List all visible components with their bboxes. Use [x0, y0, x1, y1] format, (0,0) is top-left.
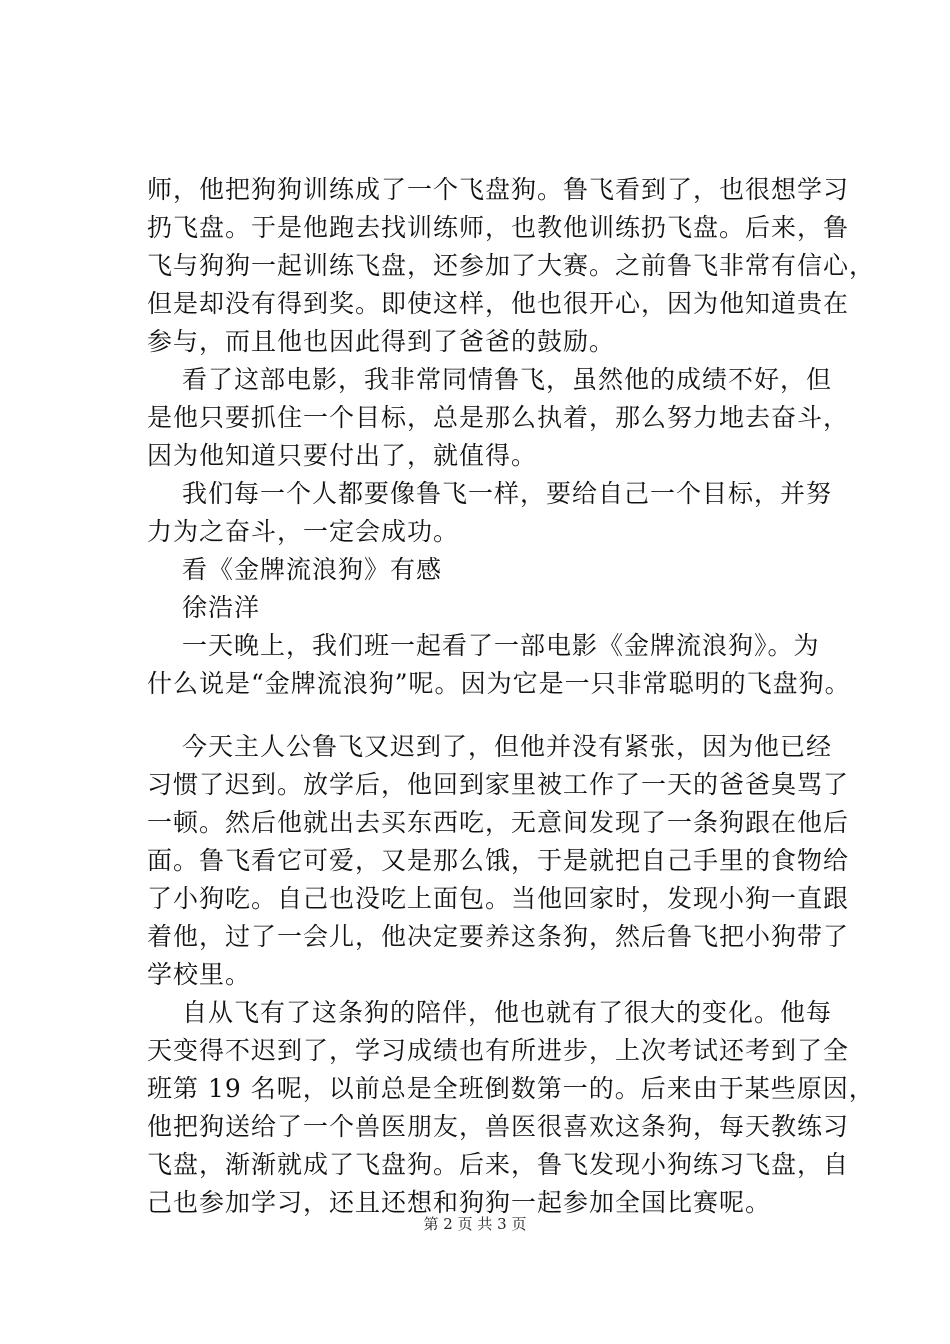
text-line: 我们每一个人都要像鲁飞一样，要给自己一个目标，并努	[182, 479, 833, 508]
text-line: 一顿。然后他就出去买东西吃，无意间发现了一条狗跟在他后	[147, 808, 850, 837]
text-line: 学校里。	[147, 960, 252, 989]
text-line: 他把狗送给了一个兽医朋友，兽医很喜欢这条狗，每天教练习	[147, 1112, 850, 1141]
page-number: 第 2 页 共 3 页	[423, 1215, 527, 1233]
text-line: 一天晚上，我们班一起看了一部电影《金牌流浪狗》。为	[182, 631, 820, 660]
text-line: 面。鲁飞看它可爱，又是那么饿，于是就把自己手里的食物给	[147, 846, 850, 875]
text-line: 力为之奋斗，一定会成功。	[147, 517, 460, 546]
text-line: 看了这部电影，我非常同情鲁飞，虽然他的成绩不好，但	[182, 365, 833, 394]
article-title: 看《金牌流浪狗》有感	[182, 555, 443, 584]
text-line: 今天主人公鲁飞又迟到了，但他并没有紧张，因为他已经	[182, 732, 833, 761]
text-line: 参与，而且他也因此得到了爸爸的鼓励。	[147, 327, 616, 356]
text-line: 什么说是“金牌流浪狗”呢。因为它是一只非常聪明的飞盘狗。	[147, 669, 851, 698]
text-line: 扔飞盘。于是他跑去找训练师，也教他训练扔飞盘。后来，鲁	[147, 213, 850, 242]
text-line: 天变得不迟到了，学习成绩也有所进步，上次考试还考到了全	[147, 1036, 850, 1065]
text-line: 师，他把狗狗训练成了一个飞盘狗。鲁飞看到了，也很想学习	[147, 175, 850, 204]
author-name: 徐浩洋	[182, 593, 261, 622]
text-line: 飞与狗狗一起训练飞盘，还参加了大赛。之前鲁飞非常有信心，	[147, 251, 876, 280]
text-line: 是他只要抓住一个目标，总是那么执着，那么努力地去奋斗，	[147, 403, 850, 432]
text-line: 着他，过了一会儿，他决定要养这条狗，然后鲁飞把小狗带了	[147, 922, 850, 951]
text-line: 因为他知道只要付出了，就值得。	[147, 441, 538, 470]
text-line: 飞盘，渐渐就成了飞盘狗。后来，鲁飞发现小狗练习飞盘，自	[147, 1150, 850, 1179]
text-line: 但是却没有得到奖。即使这样，他也很开心，因为他知道贵在	[147, 289, 850, 318]
text-line: 自从飞有了这条狗的陪伴，他也就有了很大的变化。他每	[182, 998, 833, 1027]
text-line: 班第 19 名呢，以前总是全班倒数第一的。后来由于某些原因，	[147, 1074, 875, 1103]
text-line: 习惯了迟到。放学后，他回到家里被工作了一天的爸爸臭骂了	[147, 770, 850, 799]
text-line: 了小狗吃。自己也没吃上面包。当他回家时，发现小狗一直跟	[147, 884, 850, 913]
text-line: 己也参加学习，还且还想和狗狗一起参加全国比赛呢。	[147, 1188, 772, 1217]
